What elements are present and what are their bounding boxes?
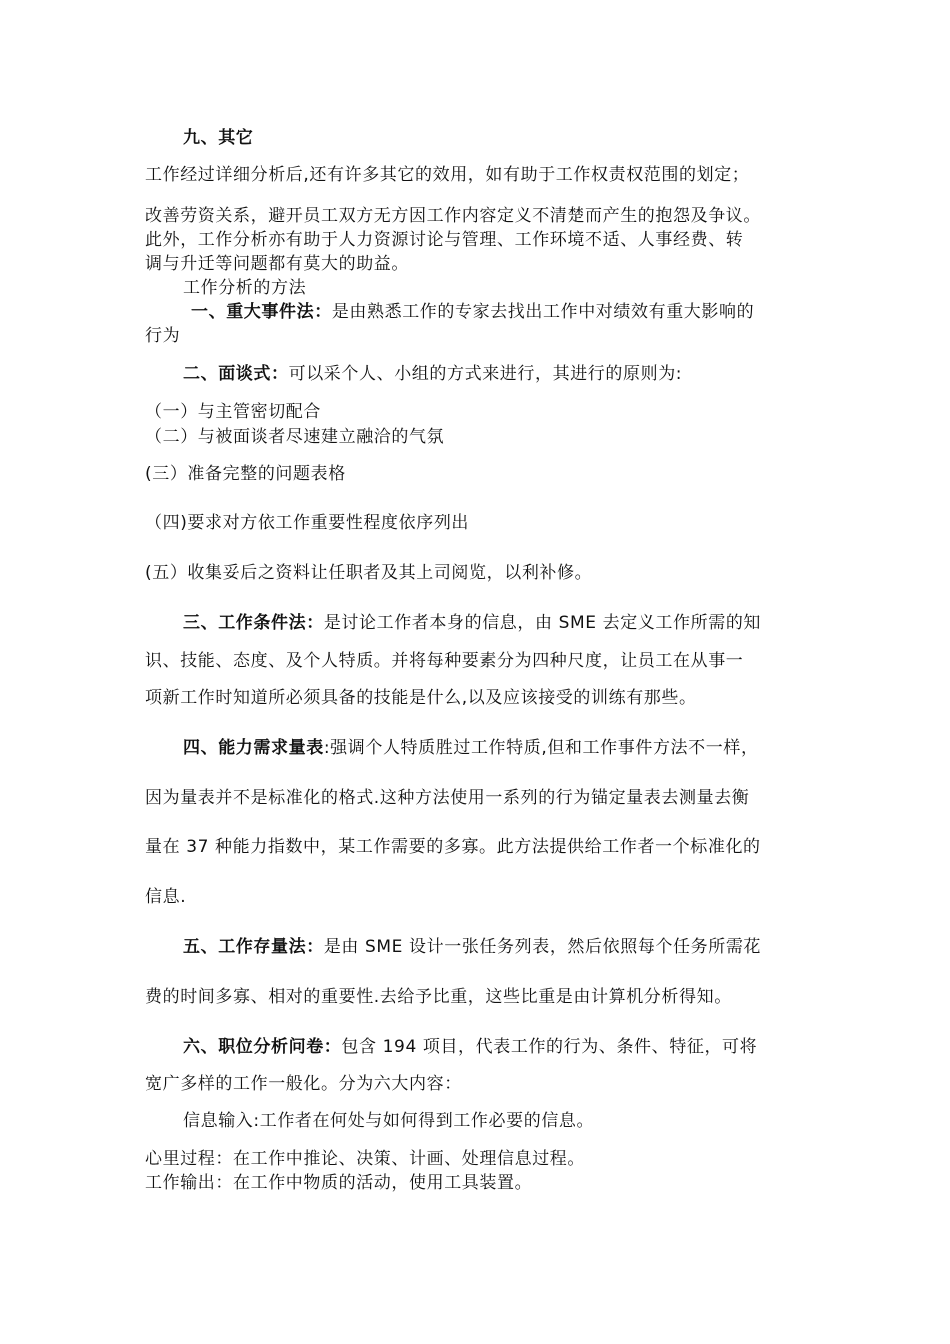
list-item: (三）准备完整的问题表格 bbox=[145, 464, 346, 484]
list-item: 信息输入:工作者在何处与如何得到工作必要的信息。 bbox=[183, 1111, 595, 1131]
paragraph-line: 项新工作时知道所必须具备的技能是什么,以及应该接受的训练有那些。 bbox=[145, 688, 697, 708]
paragraph-line: 调与升迁等问题都有莫大的助益。 bbox=[145, 254, 409, 274]
method-text: 包含 194 项目，代表工作的行为、条件、特征，可将 bbox=[341, 1037, 758, 1057]
method-title: 二、面谈式： bbox=[183, 364, 289, 384]
method-text: 是由 SME 设计一张任务列表，然后依照每个任务所需花 bbox=[323, 937, 762, 957]
paragraph-line: 此外，工作分析亦有助于人力资源讨论与管理、工作环境不适、人事经费、转 bbox=[145, 230, 744, 250]
list-item: 心里过程：在工作中推论、决策、计画、处理信息过程。 bbox=[145, 1149, 585, 1169]
method-title: 五、工作存量法： bbox=[183, 937, 324, 957]
list-item: (五）收集妥后之资料让任职者及其上司阅览，以利补修。 bbox=[145, 563, 593, 583]
list-item: 工作输出：在工作中物质的活动，使用工具装置。 bbox=[145, 1173, 533, 1193]
paragraph-line: 因为量表并不是标准化的格式.这种方法使用一系列的行为锚定量表去测量去衡 bbox=[145, 788, 750, 808]
paragraph-line: 识、技能、态度、及个人特质。并将每种要素分为四种尺度，让员工在从事一 bbox=[145, 651, 744, 671]
methods-title: 工作分析的方法 bbox=[183, 278, 307, 298]
method-job-condition bbox=[183, 612, 761, 634]
paragraph-line: 改善劳资关系，避开员工双方无方因工作内容定义不清楚而产生的抱怨及争议。 bbox=[145, 206, 761, 226]
method-text: :强调个人特质胜过工作特质,但和工作事件方法不一样， bbox=[323, 738, 759, 758]
method-text: 是讨论工作者本身的信息，由 SME 去定义工作所需的知 bbox=[323, 613, 762, 633]
paragraph-line: 费的时间多寡、相对的重要性.去给予比重，这些比重是由计算机分析得知。 bbox=[145, 987, 732, 1007]
method-critical-incident bbox=[191, 301, 754, 323]
list-item: （二）与被面谈者尽速建立融洽的气氛 bbox=[145, 427, 445, 447]
method-text: 是由熟悉工作的专家去找出工作中对绩效有重大影响的 bbox=[331, 302, 755, 322]
method-title: 四、能力需求量表 bbox=[183, 738, 324, 758]
method-title: 六、职位分析问卷： bbox=[183, 1037, 342, 1057]
paragraph-line: 行为 bbox=[145, 326, 181, 346]
method-position-questionnaire bbox=[183, 1036, 757, 1058]
list-item: （一）与主管密切配合 bbox=[145, 402, 321, 422]
paragraph-line: 信息. bbox=[145, 887, 187, 907]
method-text: 可以采个人、小组的方式来进行，其进行的原则为: bbox=[288, 364, 683, 384]
section-heading-other: 九、其它 bbox=[183, 128, 254, 148]
paragraph-line: 工作经过详细分析后,还有许多其它的效用，如有助于工作权责权范围的划定； bbox=[145, 165, 750, 185]
method-interview bbox=[183, 363, 682, 385]
list-item: （四)要求对方依工作重要性程度依序列出 bbox=[145, 513, 470, 533]
method-ability-scale bbox=[183, 737, 759, 759]
method-task-inventory bbox=[183, 936, 761, 958]
paragraph-line: 宽广多样的工作一般化。分为六大内容： bbox=[145, 1074, 462, 1094]
paragraph-line: 量在 37 种能力指数中，某工作需要的多寡。此方法提供给工作者一个标准化的 bbox=[145, 837, 761, 857]
method-title: 三、工作条件法： bbox=[183, 613, 324, 633]
method-title: 一、重大事件法： bbox=[191, 302, 332, 322]
